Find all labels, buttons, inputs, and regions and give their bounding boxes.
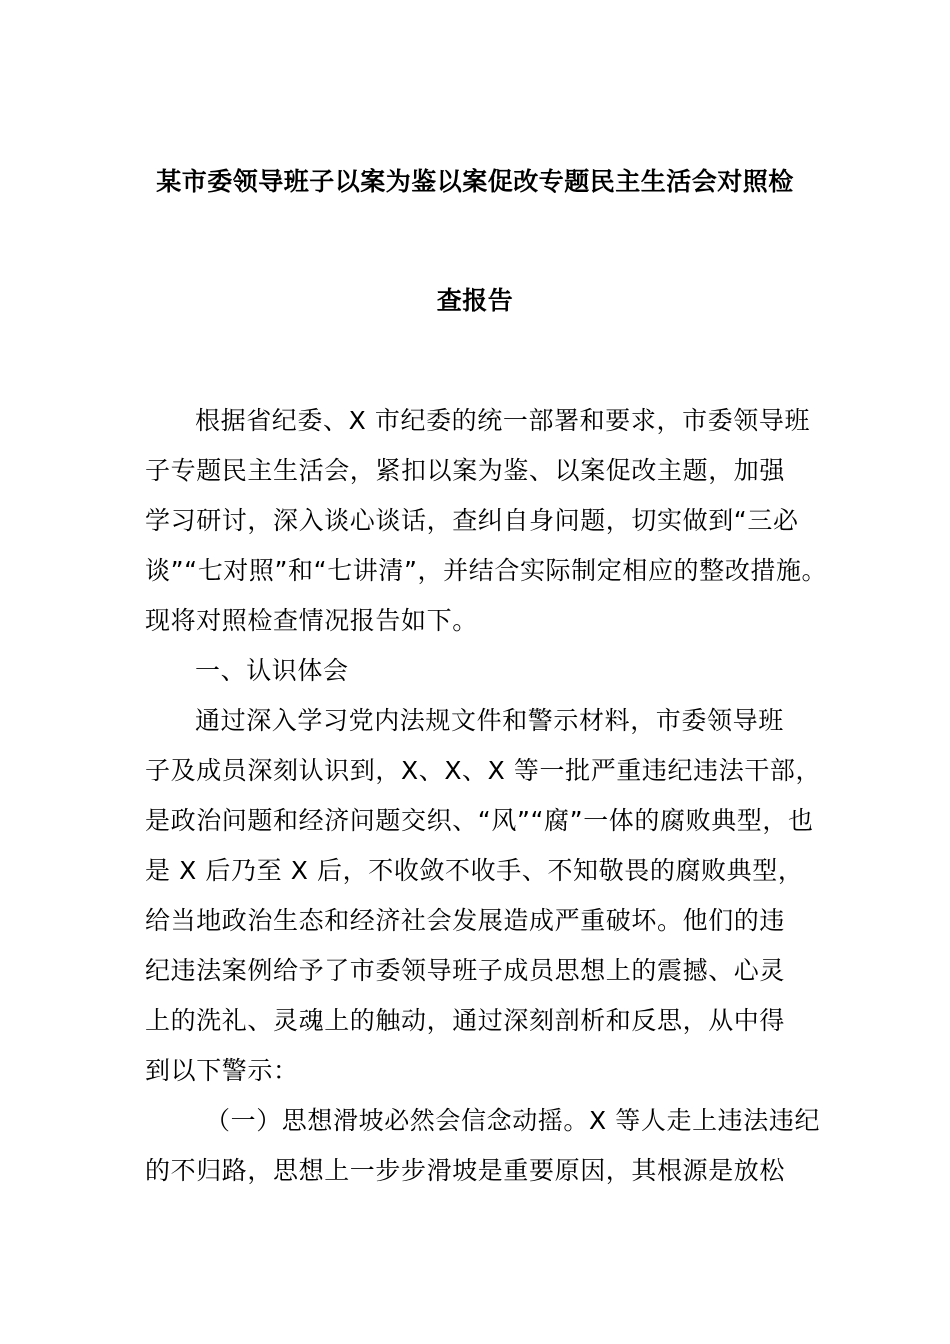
paragraph-line: 的不归路，思想上一步步滑坡是重要原因，其根源是放松 [145, 1156, 786, 1185]
paragraph-line: 上的洗礼、灵魂上的触动，通过深刻剖析和反思，从中得 [145, 1006, 786, 1035]
paragraph-line: 学习研讨，深入谈心谈话，查纠自身问题，切实做到“三必 [145, 506, 799, 535]
paragraph-line: 根据省纪委、X 市纪委的统一部署和要求，市委领导班 [195, 406, 811, 435]
paragraph-line: 现将对照检查情况报告如下。 [145, 606, 478, 635]
paragraph-line: 到以下警示： [145, 1056, 299, 1085]
paragraph-line: 谈”“七对照”和“七讲清”，并结合实际制定相应的整改措施。 [145, 556, 828, 585]
section-heading: 一、认识体会 [195, 656, 349, 685]
document-title-line-1: 某市委领导班子以案为鉴以案促改专题民主生活会对照检 [156, 167, 794, 196]
paragraph-line: 是政治问题和经济问题交织、“风”“腐”一体的腐败典型，也 [145, 806, 814, 835]
paragraph-line: 子及成员深刻认识到，X、X、X 等一批严重违纪违法干部， [145, 756, 822, 785]
paragraph-line: 通过深入学习党内法规文件和警示材料，市委领导班 [195, 706, 784, 735]
paragraph-line: 子专题民主生活会，紧扣以案为鉴、以案促改主题，加强 [145, 456, 786, 485]
document-title-line-2: 查报告 [436, 286, 514, 315]
paragraph-line: 给当地政治生态和经济社会发展造成严重破坏。他们的违 [145, 906, 786, 935]
paragraph-line: 是 X 后乃至 X 后，不收敛不收手、不知敬畏的腐败典型， [145, 856, 804, 885]
subsection-line: （一）思想滑坡必然会信念动摇。X 等人走上违法违纪 [205, 1106, 821, 1135]
paragraph-line: 纪违法案例给予了市委领导班子成员思想上的震撼、心灵 [145, 956, 786, 985]
